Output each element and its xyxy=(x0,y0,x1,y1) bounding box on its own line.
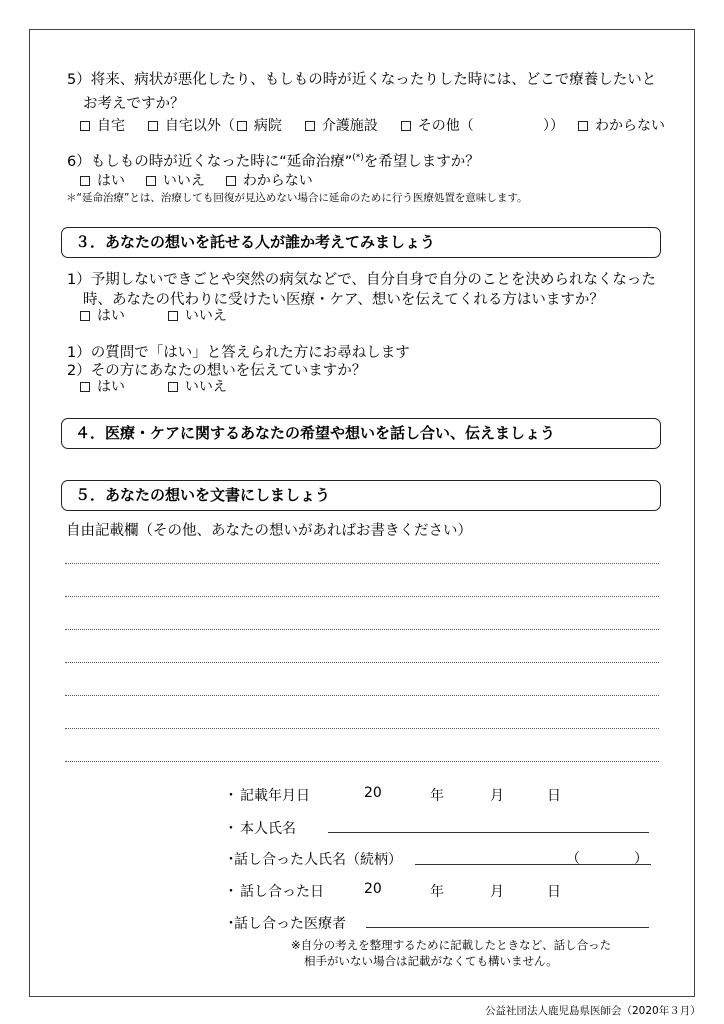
relation-paren-open: （ xyxy=(566,851,580,867)
date-prefix: 20 xyxy=(364,785,382,801)
date-bullet: ・ xyxy=(224,788,238,804)
checkbox-q6-no[interactable] xyxy=(146,176,156,186)
s3-q1-line1: 1）予期しないできごとや突然の病気などで、自分自身で自分のことを決められなくなった xyxy=(67,272,656,288)
signature-note-line1: ※自分の考えを整理するために記載したときなど、話し合った xyxy=(291,938,612,952)
person-label: 話し合った人氏名（続柄） xyxy=(234,852,402,868)
checkbox-home[interactable] xyxy=(80,121,90,131)
s3-q2-option-yes: はい xyxy=(97,379,125,395)
q6-option-yes: はい xyxy=(97,173,125,189)
q5-option-care-facility: 介護施設 xyxy=(321,118,378,134)
s3-q2-options xyxy=(80,376,227,396)
date-label: 記載年月日 xyxy=(240,788,310,804)
s3-q2-line: 2）その方にあなたの想いを伝えていますか？ xyxy=(67,363,367,379)
free-text-line-1[interactable] xyxy=(65,563,659,564)
q6-text-post: を希望しますか？ xyxy=(363,154,480,170)
checkbox-outside-home[interactable] xyxy=(148,121,158,131)
checkbox-care-facility[interactable] xyxy=(305,121,315,131)
name-label: 本人氏名 xyxy=(240,821,296,837)
medical-label: 話し合った医療者 xyxy=(234,916,346,932)
q5-other-close: ）） xyxy=(543,118,564,134)
talk-date-day: 日 xyxy=(547,884,561,900)
s3-q1-option-no: いいえ xyxy=(184,308,227,324)
s3-q2-option-no: いいえ xyxy=(184,379,227,395)
person-input-line[interactable] xyxy=(415,864,651,865)
date-month: 月 xyxy=(490,788,504,804)
free-text-line-6[interactable] xyxy=(65,728,659,729)
person-bullet: ・ xyxy=(224,852,238,868)
q6-footnote: ＊“延命治療”とは、治療しても回復が見込めない場合に延命のために行う医療処置を意味します。 xyxy=(66,192,528,204)
q5-option-outside-home: 自宅以外（ xyxy=(164,118,235,134)
q6-option-unknown: わからない xyxy=(242,173,313,189)
medical-bullet: ・ xyxy=(224,916,238,932)
checkbox-q6-yes[interactable] xyxy=(80,176,90,186)
checkbox-hospital[interactable] xyxy=(237,121,247,131)
relation-paren-close: ） xyxy=(634,851,648,867)
s3-q1-options xyxy=(80,305,227,325)
signature-note-line2: 相手がいない場合は記載がなくても構いません。 xyxy=(304,954,558,968)
q5-text-line2: お考えですか？ xyxy=(83,96,185,112)
date-day: 日 xyxy=(547,788,561,804)
checkbox-s3-q2-yes[interactable] xyxy=(80,382,90,392)
section3-heading: ３．あなたの想いを託せる人が誰か考えてみましょう xyxy=(61,227,661,258)
talk-date-year: 年 xyxy=(430,884,444,900)
checkbox-unknown[interactable] xyxy=(578,121,588,131)
checkbox-s3-q1-no[interactable] xyxy=(168,311,178,321)
free-text-line-7[interactable] xyxy=(65,761,659,762)
medical-input-line[interactable] xyxy=(366,927,649,928)
talk-date-label: 話し合った日 xyxy=(240,884,324,900)
checkbox-s3-q2-no[interactable] xyxy=(168,382,178,392)
checkbox-s3-q1-yes[interactable] xyxy=(80,311,90,321)
talk-date-month: 月 xyxy=(490,884,504,900)
q6-option-no: いいえ xyxy=(162,173,205,189)
q6-text-pre: 6）もしもの時が近くなった時に“延命治療” xyxy=(67,154,353,170)
talk-date-prefix: 20 xyxy=(364,881,382,897)
q6-text-mark: (*) xyxy=(352,153,364,164)
q5-unknown xyxy=(578,115,665,135)
name-input-line[interactable] xyxy=(328,832,649,833)
q5-option-other: その他（ xyxy=(417,118,474,134)
q5-option-hospital: 病院 xyxy=(253,118,282,134)
q5-options xyxy=(80,115,474,135)
s3-q1-line2: 時、あなたの代わりに受けたい医療・ケア、想いを伝えてくれる方はいますか？ xyxy=(83,292,604,308)
s3-q2-intro: 1）の質問で「はい」と答えられた方にお尋ねします xyxy=(67,345,410,361)
section5-heading: ５．あなたの想いを文書にしましょう xyxy=(61,480,661,511)
name-bullet: ・ xyxy=(224,821,238,837)
free-text-line-4[interactable] xyxy=(65,662,659,663)
free-text-line-3[interactable] xyxy=(65,629,659,630)
date-year: 年 xyxy=(430,788,444,804)
q6-options xyxy=(80,170,313,190)
free-text-label: 自由記載欄（その他、あなたの想いがあればお書きください） xyxy=(66,523,472,539)
q5-option-home: 自宅 xyxy=(97,118,125,134)
checkbox-q6-unknown[interactable] xyxy=(226,176,236,186)
checkbox-other[interactable] xyxy=(401,121,411,131)
free-text-line-2[interactable] xyxy=(65,596,659,597)
free-text-line-5[interactable] xyxy=(65,695,659,696)
q6-text xyxy=(67,150,480,171)
footer-issuer: 公益社団法人鹿児島県医師会（2020年３月） xyxy=(485,1005,701,1017)
s3-q1-option-yes: はい xyxy=(97,308,125,324)
q5-text-line1: 5）将来、病状が悪化したり、もしもの時が近くなったりした時には、どこで療養したいと xyxy=(67,72,657,88)
talk-date-bullet: ・ xyxy=(224,884,238,900)
q5-option-unknown: わからない xyxy=(595,118,665,134)
section4-heading: ４．医療・ケアに関するあなたの希望や想いを話し合い、伝えましょう xyxy=(61,418,661,449)
